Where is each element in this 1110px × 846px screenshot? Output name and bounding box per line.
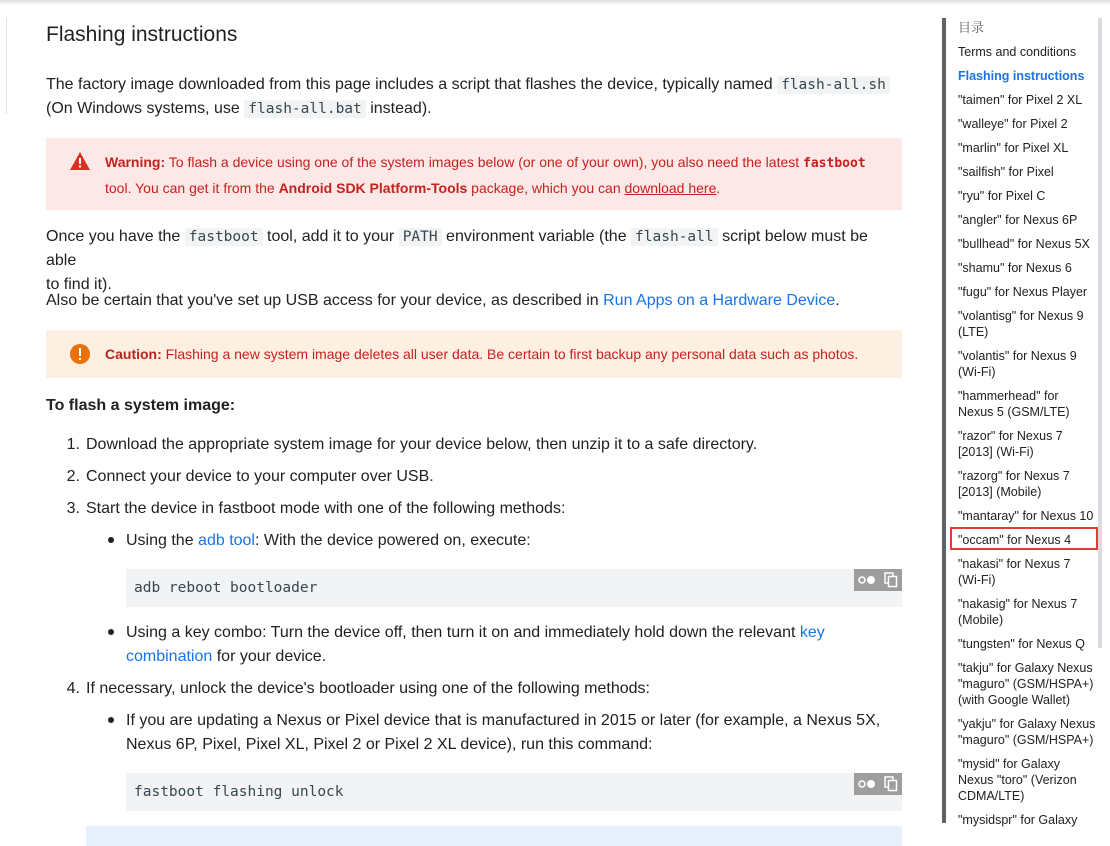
adb-code-block xyxy=(126,569,902,607)
fastboot-code: fastboot xyxy=(185,228,263,246)
adb-text-1: Using the xyxy=(126,532,199,549)
toc-item[interactable] xyxy=(958,188,1100,204)
usb-text-2: . xyxy=(835,292,840,309)
warning-fastboot-code: fastboot xyxy=(803,156,866,171)
toc-item[interactable] xyxy=(958,68,1100,84)
toc-item-label: "nakasi" for Nexus 7 xyxy=(958,557,1071,571)
combo-text-1: Using a key combo: Turn the device off, then turn it on and immediately hold down the relevant xyxy=(126,624,800,641)
toc-item-label: "takju" for Galaxy Nexus xyxy=(958,661,1093,675)
unlock-method xyxy=(126,709,902,757)
top-shadow xyxy=(0,0,1110,5)
toc-item[interactable] xyxy=(958,660,1100,708)
warning-notice xyxy=(46,138,902,210)
path-paragraph xyxy=(46,225,902,297)
warning-text-3: package, which you can xyxy=(467,180,625,196)
key-combination-link[interactable]: key xyxy=(799,624,825,641)
bullet xyxy=(108,529,116,537)
toc-item-label: Nexus "toro" (Verizon xyxy=(958,773,1077,787)
toc-item[interactable] xyxy=(958,260,1100,276)
adb-text-2: : With the device powered on, execute: xyxy=(254,532,531,549)
combo-text-2: for your device. xyxy=(212,648,327,665)
key-combination-link-2[interactable]: combination xyxy=(126,648,213,665)
intro-paragraph xyxy=(46,73,902,121)
copy-icon[interactable] xyxy=(884,776,898,792)
toc-item[interactable] xyxy=(958,116,1100,132)
toc-item[interactable] xyxy=(958,468,1100,500)
path-text-3: environment variable (the xyxy=(441,228,632,245)
toc-item-label: "razor" for Nexus 7 xyxy=(958,429,1063,443)
dark-mode-toggle-icon[interactable] xyxy=(858,779,876,789)
toc-item-label: "shamu" for Nexus 6 xyxy=(958,261,1072,275)
toc-item[interactable] xyxy=(958,212,1100,228)
toc-item-label: "tungsten" for Nexus Q xyxy=(958,637,1085,651)
unlock-code-block xyxy=(126,773,902,811)
toc-item[interactable] xyxy=(958,236,1100,252)
toc-item[interactable] xyxy=(958,140,1100,156)
toc-item[interactable] xyxy=(958,716,1100,748)
toc-item[interactable] xyxy=(958,428,1100,460)
toc-item[interactable] xyxy=(958,596,1100,628)
adb-tool-link[interactable]: adb tool xyxy=(198,532,255,549)
toc-item[interactable] xyxy=(958,388,1100,420)
step-1-number: 1. xyxy=(66,436,80,453)
path-text-1: Once you have the xyxy=(46,228,185,245)
toc-highlight-box xyxy=(950,527,1098,550)
toc-item[interactable] xyxy=(958,556,1100,588)
toc-item-label: Nexus 5 (GSM/LTE) xyxy=(958,405,1070,419)
toc-item[interactable] xyxy=(958,508,1100,524)
toc-item[interactable] xyxy=(958,44,1100,60)
note-box xyxy=(86,826,902,846)
flash-all-bat-code: flash-all.bat xyxy=(244,100,366,118)
platform-tools-name: Android SDK Platform-Tools xyxy=(278,180,468,196)
intro-text-1: The factory image downloaded from this page includes a script that flashes the device, typically named xyxy=(46,76,778,93)
adb-method xyxy=(126,529,902,553)
warning-text-4: . xyxy=(716,180,721,196)
toc-item-label: (LTE) xyxy=(958,325,989,339)
toc-item-label: [2013] (Wi-Fi) xyxy=(958,445,1034,459)
step-2-number: 2. xyxy=(66,468,80,485)
toc-item-label: Flashing instructions xyxy=(958,69,1085,83)
step-4-number: 4. xyxy=(66,680,80,697)
path-text-2: tool, add it to your xyxy=(262,228,399,245)
copy-icon[interactable] xyxy=(884,572,898,588)
table-of-contents xyxy=(942,18,1110,827)
toc-item[interactable] xyxy=(958,348,1100,380)
toc-item[interactable] xyxy=(958,284,1100,300)
toc-item[interactable] xyxy=(958,92,1100,108)
caution-notice xyxy=(46,330,902,378)
toc-item-label: "razorg" for Nexus 7 xyxy=(958,469,1070,483)
bullet xyxy=(108,709,116,717)
caution-text: Flashing a new system image deletes all user data. Be certain to first backup any personal data such as photos. xyxy=(161,346,859,362)
page-title: Flashing instructions xyxy=(46,23,238,46)
toc-title: 目录 xyxy=(958,20,985,35)
step-3-text: Start the device in fastboot mode with one of the following methods: xyxy=(86,500,566,517)
key-combo-method xyxy=(126,621,902,669)
code-tools xyxy=(854,569,902,591)
toc-item-label: (with Google Wallet) xyxy=(958,693,1071,707)
toc-item-label: "bullhead" for Nexus 5X xyxy=(958,237,1090,251)
toc-item-label: "mysid" for Galaxy xyxy=(958,757,1060,771)
path-text-4: script below must be able xyxy=(46,228,868,269)
toc-item-label: "mantaray" for Nexus 10 xyxy=(958,509,1094,523)
unlock-text-2: Nexus 6P, Pixel, Pixel XL, Pixel 2 or Pixel 2 XL device), run this command: xyxy=(126,736,653,753)
toc-item-label: "fugu" for Nexus Player xyxy=(958,285,1088,299)
warning-label: Warning: xyxy=(105,154,166,170)
toc-item-label: "marlin" for Pixel XL xyxy=(958,141,1069,155)
intro-text-3: instead). xyxy=(365,100,432,117)
toc-item-label: Terms and conditions xyxy=(958,45,1077,59)
unlock-command: fastboot flashing unlock xyxy=(134,784,344,800)
toc-item-label: "sailfish" for Pixel xyxy=(958,165,1054,179)
run-apps-link[interactable]: Run Apps on a Hardware Device xyxy=(603,292,836,309)
toc-item[interactable] xyxy=(958,756,1100,804)
step-2-text: Connect your device to your computer over USB. xyxy=(86,468,434,485)
toc-item-label: "ryu" for Pixel C xyxy=(958,189,1046,203)
toc-item-label: "volantis" for Nexus 9 xyxy=(958,349,1077,363)
warning-triangle-icon xyxy=(69,151,91,171)
toc-item-label: "angler" for Nexus 6P xyxy=(958,213,1078,227)
toc-item-label: "mysidspr" for Galaxy xyxy=(958,813,1078,827)
intro-text-2: (On Windows systems, use xyxy=(46,100,245,117)
download-here-link[interactable]: download here xyxy=(624,180,717,196)
toc-item[interactable] xyxy=(958,164,1100,180)
code-tools xyxy=(854,773,902,795)
toc-item-label: "walleye" for Pixel 2 xyxy=(958,117,1068,131)
toc-scrollbar[interactable] xyxy=(1098,18,1102,648)
toc-item[interactable] xyxy=(958,636,1100,652)
toc-item-label: "nakasig" for Nexus 7 xyxy=(958,597,1078,611)
left-panel-edge xyxy=(0,18,7,114)
bullet xyxy=(108,621,116,629)
toc-item-label: "taimen" for Pixel 2 XL xyxy=(958,93,1083,107)
toc-item[interactable] xyxy=(958,308,1100,340)
toc-item-label: CDMA/LTE) xyxy=(958,789,1025,803)
toc-item-label: "yakju" for Galaxy Nexus xyxy=(958,717,1096,731)
toc-item-label: "hammerhead" for xyxy=(958,389,1059,403)
warning-text-1: To flash a device using one of the system images below (or one of your own), you also need the latest xyxy=(165,154,804,170)
toc-item-label: "maguro" (GSM/HSPA+) xyxy=(958,677,1094,691)
toc-item-label: (Mobile) xyxy=(958,613,1004,627)
toc-item[interactable] xyxy=(958,812,1100,828)
dark-mode-toggle-icon[interactable] xyxy=(858,575,876,585)
adb-command: adb reboot bootloader xyxy=(134,580,318,596)
toc-item-label: "volantisg" for Nexus 9 xyxy=(958,309,1084,323)
toc-item-label: "maguro" (GSM/HSPA+) xyxy=(958,733,1094,747)
warning-text-2: tool. You can get it from the xyxy=(105,180,279,196)
steps-heading: To flash a system image: xyxy=(46,397,236,414)
usb-text-1: Also be certain that you've set up USB access for your device, as described in xyxy=(46,292,604,309)
toc-item-label: (Wi-Fi) xyxy=(958,365,996,379)
path-code: PATH xyxy=(399,228,442,246)
toc-item-label: "occam" for Nexus 4 xyxy=(958,533,1072,547)
path-text-5: to find it). xyxy=(46,276,112,293)
caution-icon xyxy=(69,343,91,365)
flash-all-sh-code: flash-all.sh xyxy=(777,76,890,94)
step-3-number: 3. xyxy=(66,500,80,517)
unlock-text-1: If you are updating a Nexus or Pixel device that is manufactured in 2015 or later (for example, a Nexus 5X, xyxy=(126,712,881,729)
toc-item-label: (Wi-Fi) xyxy=(958,573,996,587)
step-1-text: Download the appropriate system image for your device below, then unzip it to a safe directory. xyxy=(86,436,758,453)
flash-all-code: flash-all xyxy=(631,228,718,246)
usb-paragraph xyxy=(46,289,902,313)
caution-label: Caution: xyxy=(105,346,162,362)
toc-item-label: [2013] (Mobile) xyxy=(958,485,1042,499)
step-4-text: If necessary, unlock the device's bootloader using one of the following methods: xyxy=(86,680,650,697)
